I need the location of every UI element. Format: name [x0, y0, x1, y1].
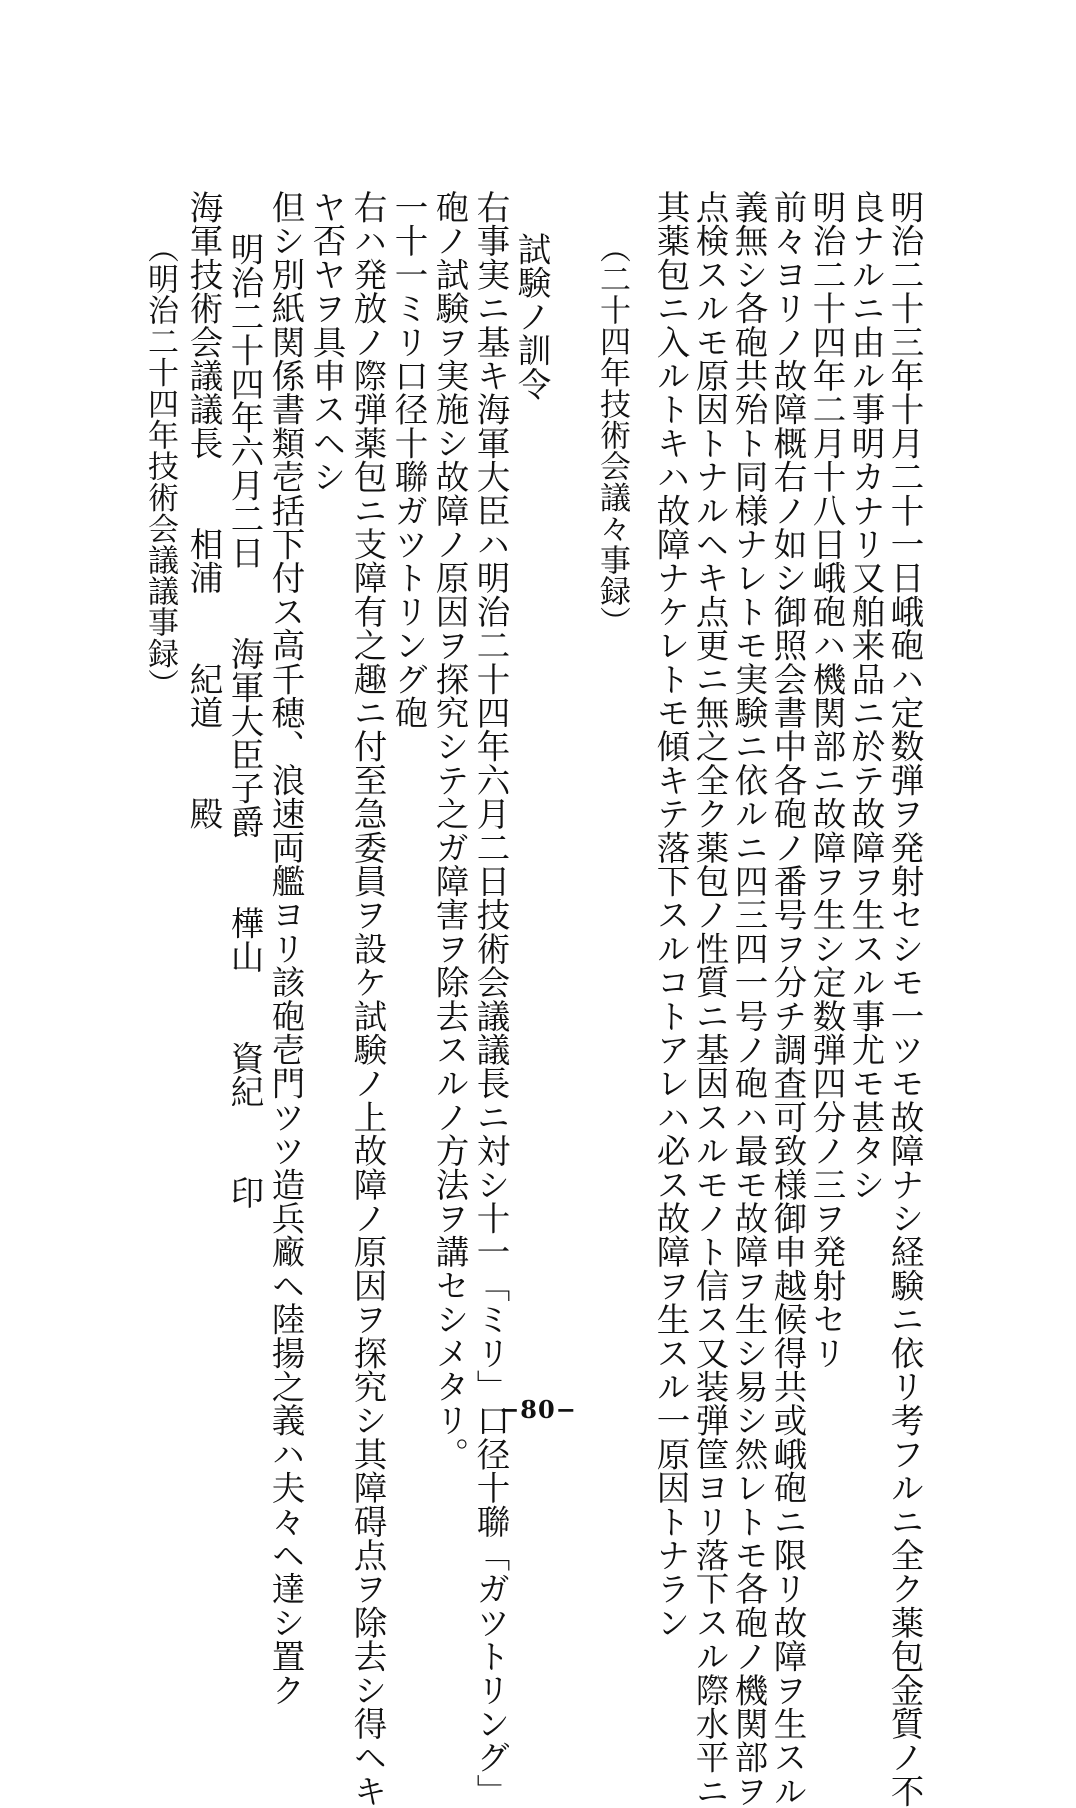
text-line-5: 義無シ各砲共殆ト同様ナレトモ実験ニ依ルニ四三四一号ノ砲ハ最モ故障ヲ生シ易シ然レトモ各砲ノ機関部ヲ: [729, 190, 768, 1808]
text-line-7: 其薬包ニ入ルトキハ故障ナケレトモ傾キテ落下スルコトアレハ必ス故障ヲ生スル一原因トナラン: [651, 190, 690, 1640]
text-line-14: 右ハ発放ノ際弾薬包ニ支障有之趣ニ付至急委員ヲ設ケ試験ノ上故障ノ原因ヲ探究シ其障碍点ヲ除去シ得ヘキ: [348, 190, 387, 1808]
addressee-line: 海軍技術会議議長 相浦 紀道 殿: [184, 190, 223, 831]
date-signature-line: 明治二十四年六月二日 海軍大臣子爵 樺山 資紀 印: [225, 232, 264, 1210]
text-line-16: 但シ別紙関係書類壱括下付ス高千穂、浪速両艦ヨリ該砲壱門ツツ造兵廠ヘ陸揚之義ハ夫々ヘ達シ置ク: [266, 190, 305, 1707]
source-citation-2: （明治二十四年技術会議議事録）: [142, 232, 178, 700]
section-heading: 試験ノ訓令: [512, 232, 551, 401]
text-line-11: 右事実ニ基キ海軍大臣ハ明治二十四年六月二日技術会議議長ニ対シ十一「ミリ」口径十聯「ガツトリング」: [471, 190, 510, 1808]
text-line-13: 一十一ミリ口径十聯ガツトリング砲: [389, 190, 428, 730]
text-line-4: 前々ヨリノ故障概右ノ如シ御照会書中各砲ノ番号ヲ分チ調査可致様御申越候得共或峨砲ニ限リ故障ヲ生スル: [768, 190, 807, 1808]
text-line-2: 良ナルニ由ル事明カナリ又舶来品ニ於テ故障ヲ生スル事尤モ甚タシ: [846, 190, 885, 1202]
text-line-12: 砲ノ試験ヲ実施シ故障ノ原因ヲ探究シテ之ガ障害ヲ除去スルノ方法ヲ講セシメタリ。: [430, 190, 469, 1471]
text-line-15: ヤ否ヤヲ具申スヘシ: [307, 190, 346, 494]
text-line-3: 明治二十四年二月十八日峨砲ハ機関部ニ故障ヲ生シ定数弾四分ノ三ヲ発射セリ: [807, 190, 846, 1370]
page-number: −80−: [499, 1395, 577, 1424]
source-citation: （二十四年技術会議々事録）: [594, 232, 630, 638]
text-line-1: 明治二十三年十月二十一日峨砲ハ定数弾ヲ発射セシモ一ツモ故障ナシ経験ニ依リ考フルニ全ク薬包金質ノ不: [885, 190, 924, 1808]
text-line-6: 点検スルモ原因トナルヘキ点更ニ無之全ク薬包ノ性質ニ基因スルモノト信ス又装弾筐ヨリ落下スル際水平ニ: [690, 190, 729, 1808]
